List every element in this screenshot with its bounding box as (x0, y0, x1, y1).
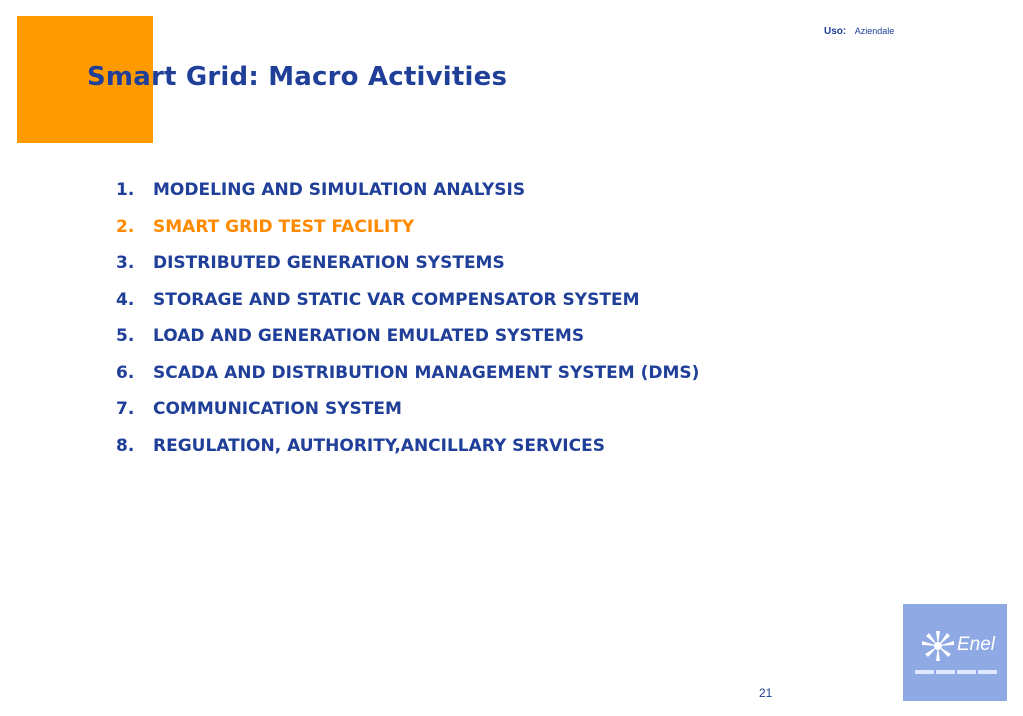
activity-item-distributed-generation (116, 253, 699, 290)
activity-number: 3. (116, 253, 135, 273)
activity-label: REGULATION, AUTHORITY,ANCILLARY SERVICES (153, 435, 605, 456)
slide-title: Smart Grid: Macro Activities (87, 62, 508, 92)
enel-logo-text: Enel (957, 634, 996, 655)
activity-item-storage-svc (116, 290, 699, 327)
activity-label: MODELING AND SIMULATION ANALYSIS (153, 180, 526, 200)
activity-number: 4. (116, 289, 135, 310)
activity-item-modeling-simulation (116, 180, 699, 217)
logo-tagline-mark (915, 670, 934, 674)
enel-logo (903, 604, 1007, 701)
activity-item-test-facility (116, 217, 699, 254)
activity-label: SMART GRID TEST FACILITY (153, 216, 415, 237)
activity-item-scada-dms (116, 363, 699, 400)
activity-number: 7. (116, 399, 135, 419)
enel-sun-icon (917, 626, 959, 668)
activity-label: SCADA AND DISTRIBUTION MANAGEMENT SYSTEM (DMS) (153, 362, 700, 383)
usage-value: Aziendale (854, 26, 895, 36)
activity-number: 6. (116, 362, 135, 383)
activity-number: 1. (116, 180, 135, 200)
activity-number: 2. (116, 216, 135, 237)
logo-tagline-mark (936, 670, 955, 674)
activity-label: DISTRIBUTED GENERATION SYSTEMS (153, 253, 505, 273)
logo-tagline-mark (957, 670, 976, 674)
activity-item-regulation (116, 436, 699, 473)
logo-tagline-mark (978, 670, 997, 674)
activity-item-load-generation (116, 326, 699, 363)
activity-label: LOAD AND GENERATION EMULATED SYSTEMS (153, 326, 585, 346)
macro-activities-list (116, 180, 699, 472)
activity-label: COMMUNICATION SYSTEM (153, 399, 402, 419)
activity-label: STORAGE AND STATIC VAR COMPENSATOR SYSTEM (153, 289, 640, 310)
activity-number: 8. (116, 435, 135, 456)
logo-tagline (915, 670, 997, 674)
usage-label: Uso: (824, 26, 847, 37)
activity-item-communication (116, 399, 699, 436)
usage-classification (824, 21, 894, 39)
activity-number: 5. (116, 326, 135, 346)
page-number: 21 (759, 686, 773, 700)
